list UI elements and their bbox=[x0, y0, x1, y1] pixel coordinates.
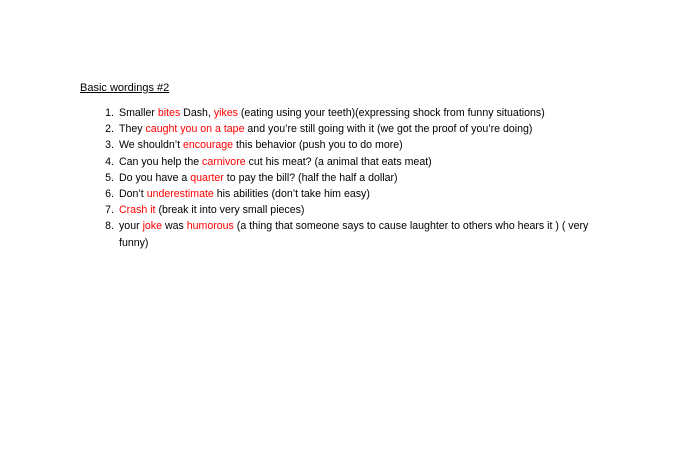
item-text: cut his meat? (a animal that eats meat) bbox=[245, 155, 432, 168]
item-text: They bbox=[119, 123, 146, 136]
item-text: (eating using your teeth)(expressing shock from funny situations) bbox=[237, 107, 545, 119]
item-number: 8. bbox=[105, 220, 114, 233]
item-number: 1. bbox=[105, 107, 114, 119]
list-item bbox=[98, 121, 598, 137]
highlighted-word: joke bbox=[142, 220, 162, 233]
item-number: 5. bbox=[105, 171, 114, 184]
highlighted-word: bites bbox=[157, 107, 181, 119]
item-text: this behavior (push you to do more) bbox=[233, 139, 403, 152]
highlighted-word: Crash it bbox=[119, 204, 156, 217]
vocabulary-list bbox=[98, 105, 598, 251]
item-text: Don’t bbox=[119, 188, 147, 201]
list-item bbox=[98, 218, 598, 250]
list-item bbox=[98, 105, 598, 121]
item-text: Dash, bbox=[180, 107, 214, 119]
highlighted-word: carnivore bbox=[202, 155, 246, 168]
item-number: 4. bbox=[105, 155, 114, 168]
item-text: his abilities (don’t take him easy) bbox=[213, 188, 370, 201]
highlighted-word: caught you on a tape bbox=[145, 123, 245, 136]
item-number: 3. bbox=[105, 139, 114, 152]
item-number: 6. bbox=[105, 188, 114, 201]
list-item bbox=[98, 202, 598, 218]
highlighted-word: yikes bbox=[213, 107, 238, 119]
item-text: and you’re still going with it (we got the proof of you’re doing) bbox=[244, 123, 533, 136]
document-title: Basic wordings #2 bbox=[80, 82, 170, 94]
item-text: Can you help the bbox=[119, 155, 203, 168]
highlighted-word: encourage bbox=[183, 139, 234, 152]
item-text: Smaller bbox=[119, 107, 158, 119]
item-number: 7. bbox=[105, 204, 114, 217]
item-text: (break it into very small pieces) bbox=[155, 204, 305, 217]
highlighted-word: humorous bbox=[186, 220, 234, 233]
list-item bbox=[98, 154, 598, 170]
item-text: was bbox=[162, 220, 187, 233]
list-item bbox=[98, 170, 598, 186]
highlighted-word: underestimate bbox=[146, 188, 214, 201]
item-number: 2. bbox=[105, 123, 114, 136]
item-text: to pay the bill? (half the half a dollar) bbox=[223, 171, 398, 184]
item-text: (a thing that someone says to cause laughter to others who hears it ) ( very funny) bbox=[119, 220, 589, 249]
list-item bbox=[98, 186, 598, 202]
item-text: We shouldn’t bbox=[119, 139, 183, 152]
item-text: your bbox=[119, 220, 143, 233]
highlighted-word: quarter bbox=[190, 171, 224, 184]
list-item bbox=[98, 137, 598, 153]
item-text: Do you have a bbox=[119, 171, 191, 184]
